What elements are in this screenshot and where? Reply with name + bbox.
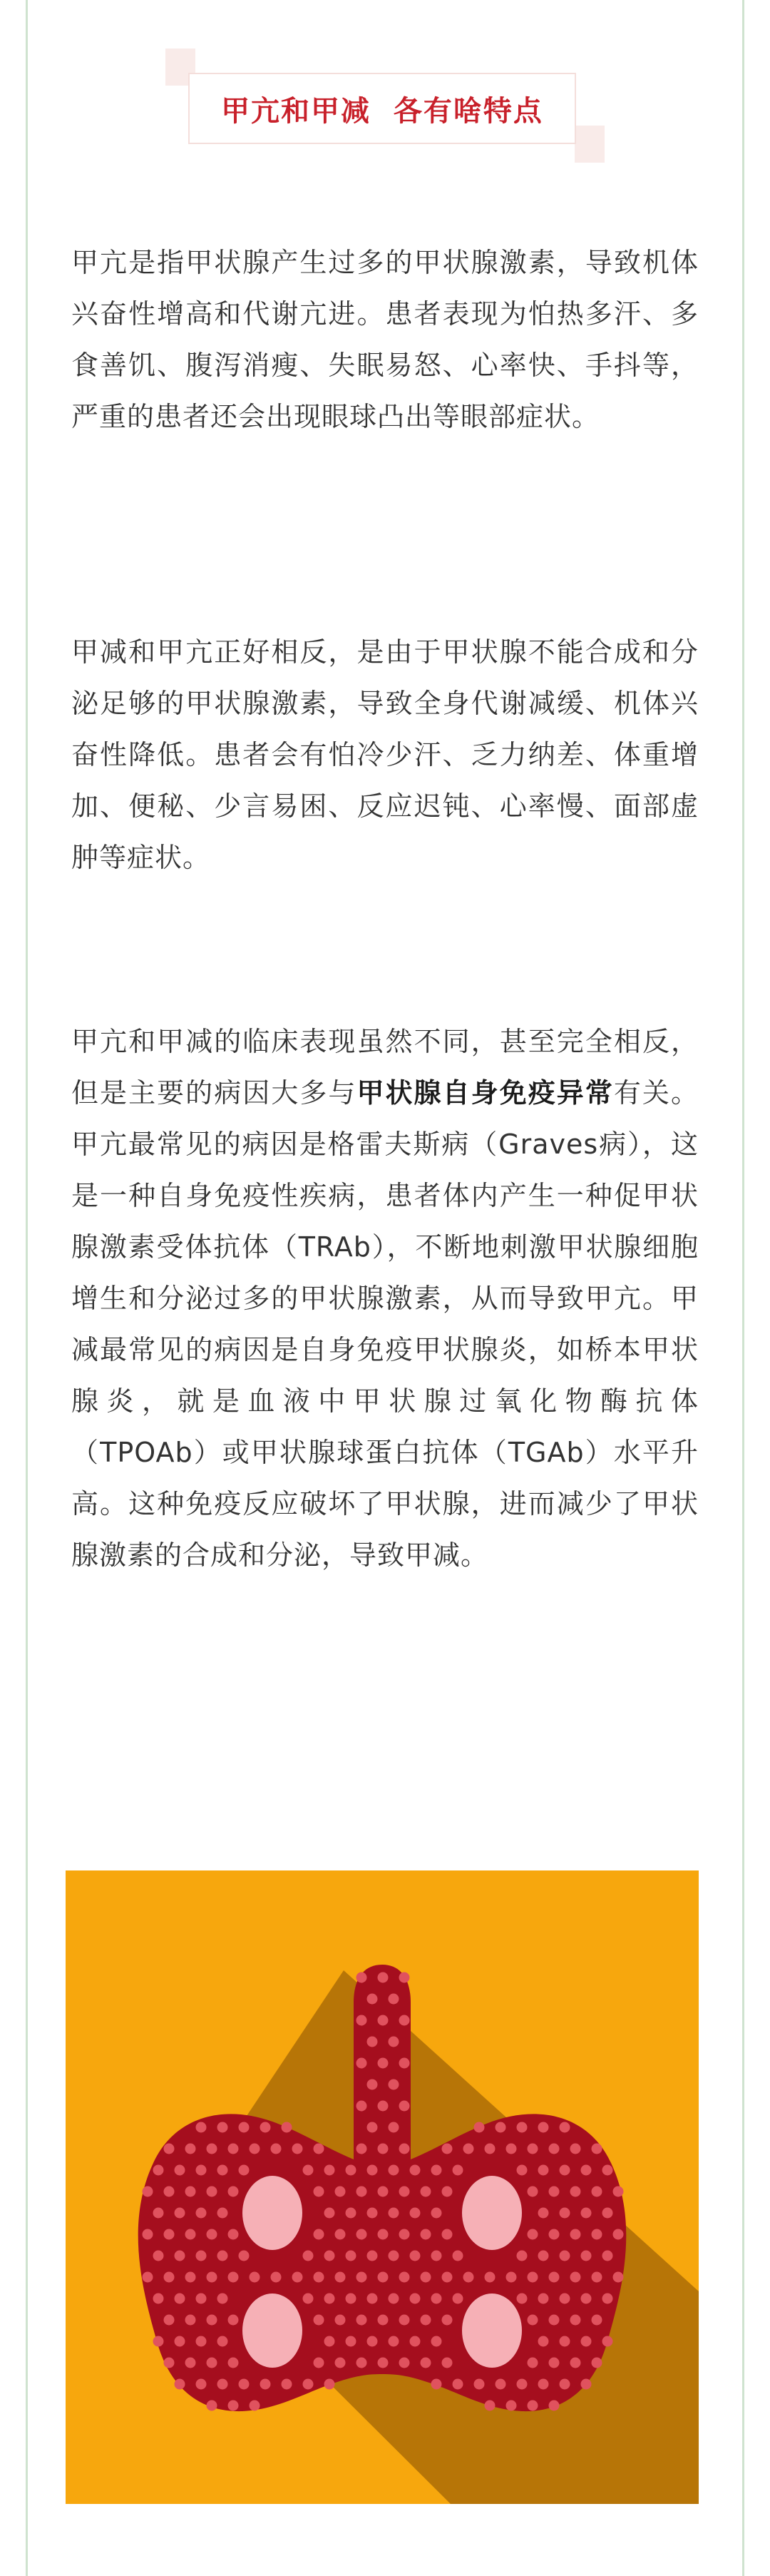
follicle-dot xyxy=(153,2336,164,2347)
follicle-dot xyxy=(389,2336,399,2347)
follicle-dot xyxy=(346,2336,356,2347)
follicle-dot xyxy=(431,2294,442,2304)
follicle-dot xyxy=(528,2401,538,2411)
follicle-dot xyxy=(335,2315,346,2326)
follicle-dot xyxy=(367,2165,378,2176)
follicle-dot xyxy=(496,2379,506,2390)
follicle-dot xyxy=(399,2186,410,2197)
paragraph-causes-text: 甲亢和甲减的临床表现虽然不同，甚至完全相反，但是主要的病因大多与 xyxy=(71,1026,699,1109)
follicle-dot xyxy=(442,2229,453,2240)
follicle-dot xyxy=(356,2358,367,2368)
follicle-dot xyxy=(389,2251,399,2261)
follicle-dot xyxy=(207,2186,217,2197)
follicle-dot xyxy=(324,2379,335,2390)
follicle-dot xyxy=(346,2251,356,2261)
follicle-dot xyxy=(367,2208,378,2219)
follicle-dot xyxy=(421,2272,431,2283)
follicle-dot xyxy=(410,2336,421,2347)
follicle-dot xyxy=(185,2272,196,2283)
follicle-dot xyxy=(549,2186,560,2197)
follicle-dot xyxy=(185,2144,196,2154)
follicle-dot xyxy=(153,2165,164,2176)
follicle-dot xyxy=(367,2122,378,2133)
follicle-dot xyxy=(602,2294,613,2304)
follicle-dot xyxy=(175,2165,185,2176)
follicle-dot xyxy=(239,2379,250,2390)
follicle-dot xyxy=(421,2315,431,2326)
follicle-dot xyxy=(421,2358,431,2368)
follicle-dot xyxy=(324,2294,335,2304)
follicle-dot xyxy=(389,1994,399,2005)
follicle-dot xyxy=(389,2165,399,2176)
follicle-dot xyxy=(335,2272,346,2283)
follicle-dot xyxy=(324,2336,335,2347)
follicle-dot xyxy=(367,2294,378,2304)
follicle-dot xyxy=(228,2229,239,2240)
follicle-dot xyxy=(207,2401,217,2411)
paragraph-hypothyroidism: 甲减和甲亢正好相反，是由于甲状腺不能合成和分泌足够的甲状腺激素，导致全身代谢减缓、机体兴奋性降低。患者会有怕冷少汗、乏力纳差、体重增加、便秘、少言易困、反应迟钝、心率慢、面部虚肿等症状。 xyxy=(71,636,699,873)
follicle-dot xyxy=(356,2058,367,2069)
follicle-dot xyxy=(314,2358,324,2368)
follicle-dot xyxy=(314,2186,324,2197)
follicle-dot xyxy=(196,2251,207,2261)
follicle-dot xyxy=(485,2401,496,2411)
follicle-dot xyxy=(250,2401,260,2411)
follicle-dot xyxy=(153,2251,164,2261)
follicle-dot xyxy=(453,2165,463,2176)
highlight-oval xyxy=(462,2294,522,2368)
article-title: 甲亢和甲减 各有啥特点 xyxy=(221,94,543,128)
follicle-dot xyxy=(581,2251,592,2261)
follicle-dot xyxy=(185,2358,196,2368)
follicle-dot xyxy=(549,2144,560,2154)
follicle-dot xyxy=(356,2015,367,2026)
follicle-dot xyxy=(517,2165,528,2176)
follicle-dot xyxy=(175,2294,185,2304)
follicle-dot xyxy=(410,2294,421,2304)
follicle-dot xyxy=(560,2294,570,2304)
follicle-dot xyxy=(570,2272,581,2283)
follicle-dot xyxy=(538,2336,549,2347)
follicle-dot xyxy=(442,2315,453,2326)
follicle-dot xyxy=(303,2294,314,2304)
follicle-dot xyxy=(367,1994,378,2005)
follicle-dot xyxy=(399,2358,410,2368)
follicle-dot xyxy=(528,2272,538,2283)
follicle-dot xyxy=(442,2272,453,2283)
follicle-dot xyxy=(517,2379,528,2390)
follicle-dot xyxy=(356,2101,367,2112)
follicle-dot xyxy=(346,2165,356,2176)
follicle-dot xyxy=(228,2144,239,2154)
follicle-dot xyxy=(378,2315,389,2326)
title-box xyxy=(188,73,576,144)
follicle-dot xyxy=(463,2272,474,2283)
follicle-dot xyxy=(421,2229,431,2240)
follicle-dot xyxy=(335,2186,346,2197)
follicle-dot xyxy=(592,2186,602,2197)
follicle-dot xyxy=(528,2144,538,2154)
title-frame xyxy=(165,49,605,163)
follicle-dot xyxy=(538,2251,549,2261)
follicle-dot xyxy=(517,2122,528,2133)
follicle-dot xyxy=(196,2208,207,2219)
follicle-dot xyxy=(207,2229,217,2240)
follicle-dot xyxy=(560,2165,570,2176)
follicle-dot xyxy=(367,2079,378,2090)
follicle-dot xyxy=(538,2379,549,2390)
follicle-dot xyxy=(442,2358,453,2368)
follicle-dot xyxy=(528,2315,538,2326)
follicle-dot xyxy=(378,1972,389,1983)
follicle-dot xyxy=(175,2208,185,2219)
follicle-dot xyxy=(517,2294,528,2304)
follicle-dot xyxy=(410,2251,421,2261)
follicle-dot xyxy=(282,2122,292,2133)
follicle-dot xyxy=(217,2294,228,2304)
follicle-dot xyxy=(613,2186,624,2197)
follicle-dot xyxy=(592,2272,602,2283)
follicle-dot xyxy=(538,2208,549,2219)
follicle-dot xyxy=(410,2208,421,2219)
follicle-dot xyxy=(528,2186,538,2197)
follicle-dot xyxy=(217,2165,228,2176)
follicle-dot xyxy=(324,2251,335,2261)
highlight-oval xyxy=(462,2176,522,2250)
follicle-dot xyxy=(581,2165,592,2176)
follicle-dot xyxy=(431,2379,442,2390)
follicle-dot xyxy=(303,2251,314,2261)
follicle-dot xyxy=(453,2251,463,2261)
follicle-dot xyxy=(602,2208,613,2219)
follicle-dot xyxy=(292,2144,303,2154)
follicle-dot xyxy=(164,2272,175,2283)
follicle-dot xyxy=(399,2315,410,2326)
follicle-dot xyxy=(143,2186,153,2197)
follicle-dot xyxy=(581,2336,592,2347)
follicle-dot xyxy=(207,2358,217,2368)
follicle-dot xyxy=(324,2208,335,2219)
follicle-dot xyxy=(314,2272,324,2283)
follicle-dot xyxy=(592,2144,602,2154)
follicle-dot xyxy=(602,2336,613,2347)
paragraph-causes xyxy=(71,1016,699,1581)
follicle-dot xyxy=(207,2144,217,2154)
right-border-line xyxy=(742,0,744,2576)
follicle-dot xyxy=(560,2208,570,2219)
follicle-dot xyxy=(185,2186,196,2197)
follicle-dot xyxy=(506,2401,517,2411)
follicle-dot xyxy=(549,2315,560,2326)
follicle-dot xyxy=(602,2251,613,2261)
follicle-dot xyxy=(474,2379,485,2390)
follicle-dot xyxy=(378,2358,389,2368)
follicle-dot xyxy=(346,2208,356,2219)
follicle-dot xyxy=(378,2015,389,2026)
follicle-dot xyxy=(474,2122,485,2133)
follicle-dot xyxy=(378,2272,389,2283)
follicle-dot xyxy=(207,2272,217,2283)
follicle-dot xyxy=(378,2058,389,2069)
paragraph-causes-emphasis: 甲状腺自身免疫异常 xyxy=(356,1077,614,1109)
follicle-dot xyxy=(356,2315,367,2326)
follicle-dot xyxy=(175,2251,185,2261)
follicle-dot xyxy=(399,2144,410,2154)
follicle-dot xyxy=(389,2208,399,2219)
follicle-dot xyxy=(250,2272,260,2283)
follicle-dot xyxy=(570,2186,581,2197)
follicle-dot xyxy=(378,2101,389,2112)
follicle-dot xyxy=(164,2186,175,2197)
follicle-dot xyxy=(463,2144,474,2154)
follicle-dot xyxy=(164,2229,175,2240)
follicle-dot xyxy=(538,2165,549,2176)
follicle-dot xyxy=(528,2358,538,2368)
follicle-dot xyxy=(217,2122,228,2133)
follicle-dot xyxy=(485,2272,496,2283)
follicle-dot xyxy=(367,2037,378,2047)
follicle-dot xyxy=(389,2122,399,2133)
follicle-dot xyxy=(175,2336,185,2347)
follicle-dot xyxy=(549,2401,560,2411)
follicle-dot xyxy=(356,1972,367,1983)
highlight-oval xyxy=(242,2294,302,2368)
follicle-dot xyxy=(260,2122,271,2133)
follicle-dot xyxy=(314,2144,324,2154)
follicle-dot xyxy=(399,2015,410,2026)
follicle-dot xyxy=(389,2294,399,2304)
follicle-dot xyxy=(570,2144,581,2154)
follicle-dot xyxy=(239,2165,250,2176)
follicle-dot xyxy=(399,2272,410,2283)
paragraph-hyperthyroidism: 甲亢是指甲状腺产生过多的甲状腺激素，导致机体兴奋性增高和代谢亢进。患者表现为怕热多汗、多食善饥、腹泻消瘦、失眠易怒、心率快、手抖等，严重的患者还会出现眼球凸出等眼部症状。 xyxy=(71,247,699,432)
follicle-dot xyxy=(196,2122,207,2133)
follicle-dot xyxy=(207,2315,217,2326)
follicle-dot xyxy=(367,2336,378,2347)
follicle-dot xyxy=(196,2379,207,2390)
follicle-dot xyxy=(389,2079,399,2090)
follicle-dot xyxy=(314,2229,324,2240)
follicle-dot xyxy=(356,2229,367,2240)
follicle-dot xyxy=(196,2294,207,2304)
follicle-dot xyxy=(496,2122,506,2133)
follicle-dot xyxy=(356,2272,367,2283)
follicle-dot xyxy=(538,2294,549,2304)
follicle-dot xyxy=(228,2186,239,2197)
follicle-dot xyxy=(292,2272,303,2283)
follicle-dot xyxy=(153,2294,164,2304)
follicle-dot xyxy=(175,2379,185,2390)
follicle-dot xyxy=(538,2122,549,2133)
follicle-dot xyxy=(485,2144,496,2154)
follicle-dot xyxy=(399,2101,410,2112)
paragraph-causes-text: 有关。甲亢最常见的病因是格雷夫斯病（Graves病），这是一种自身免疫性疾病，患者体内产生一种促甲状腺激素受体抗体（TRAb），不断地刺激甲状腺细胞增生和分泌过多的甲状腺激素，从而导致甲亢。甲减最常见的病因是自身免疫甲状腺炎，如桥本甲状腺炎，就是血液中甲状腺过氧化物酶抗体（TPOAb）或甲状腺球蛋白抗体（TGAb）水平升高。这种免疫反应破坏了甲状腺，进而减少了甲状腺激素的合成和分泌，导致甲减。 xyxy=(71,1077,699,1571)
follicle-dot xyxy=(592,2315,602,2326)
highlight-oval xyxy=(242,2176,302,2250)
follicle-dot xyxy=(560,2122,570,2133)
follicle-dot xyxy=(570,2315,581,2326)
follicle-dot xyxy=(153,2208,164,2219)
follicle-dot xyxy=(560,2251,570,2261)
follicle-dot xyxy=(431,2336,442,2347)
follicle-dot xyxy=(303,2379,314,2390)
follicle-dot xyxy=(528,2229,538,2240)
follicle-dot xyxy=(613,2272,624,2283)
follicle-dot xyxy=(314,2315,324,2326)
follicle-dot xyxy=(185,2315,196,2326)
follicle-dot xyxy=(217,2336,228,2347)
follicle-dot xyxy=(592,2229,602,2240)
follicle-dot xyxy=(560,2379,570,2390)
follicle-dot xyxy=(431,2165,442,2176)
follicle-dot xyxy=(378,2144,389,2154)
follicle-dot xyxy=(228,2358,239,2368)
follicle-dot xyxy=(399,1972,410,1983)
follicle-dot xyxy=(228,2272,239,2283)
follicle-dot xyxy=(367,2251,378,2261)
follicle-dot xyxy=(431,2208,442,2219)
thyroid-illustration xyxy=(66,1870,699,2504)
follicle-dot xyxy=(378,2229,389,2240)
follicle-dot xyxy=(506,2144,517,2154)
follicle-dot xyxy=(506,2272,517,2283)
follicle-dot xyxy=(356,2186,367,2197)
follicle-dot xyxy=(164,2315,175,2326)
follicle-dot xyxy=(399,2229,410,2240)
follicle-dot xyxy=(239,2251,250,2261)
follicle-dot xyxy=(592,2358,602,2368)
follicle-dot xyxy=(356,2144,367,2154)
left-border-line xyxy=(26,0,28,2576)
follicle-dot xyxy=(260,2379,271,2390)
follicle-dot xyxy=(581,2379,592,2390)
follicle-dot xyxy=(378,2186,389,2197)
follicle-dot xyxy=(549,2272,560,2283)
follicle-dot xyxy=(613,2229,624,2240)
follicle-dot xyxy=(239,2122,250,2133)
follicle-dot xyxy=(250,2144,260,2154)
follicle-dot xyxy=(421,2186,431,2197)
follicle-dot xyxy=(602,2165,613,2176)
follicle-dot xyxy=(335,2358,346,2368)
follicle-dot xyxy=(410,2165,421,2176)
follicle-dot xyxy=(217,2208,228,2219)
follicle-dot xyxy=(517,2251,528,2261)
follicle-dot xyxy=(346,2294,356,2304)
follicle-dot xyxy=(196,2336,207,2347)
thyroid-gland-icon xyxy=(66,1870,699,2504)
follicle-dot xyxy=(581,2294,592,2304)
follicle-dot xyxy=(217,2251,228,2261)
follicle-dot xyxy=(442,2144,453,2154)
follicle-dot xyxy=(164,2144,175,2154)
follicle-dot xyxy=(560,2336,570,2347)
follicle-dot xyxy=(324,2165,335,2176)
follicle-dot xyxy=(442,2186,453,2197)
follicle-dot xyxy=(570,2358,581,2368)
follicle-dot xyxy=(570,2229,581,2240)
follicle-dot xyxy=(453,2379,463,2390)
follicle-dot xyxy=(431,2251,442,2261)
follicle-dot xyxy=(453,2294,463,2304)
follicle-dot xyxy=(271,2272,282,2283)
follicle-dot xyxy=(549,2229,560,2240)
follicle-dot xyxy=(335,2229,346,2240)
follicle-dot xyxy=(196,2165,207,2176)
follicle-dot xyxy=(303,2165,314,2176)
follicle-dot xyxy=(581,2208,592,2219)
follicle-dot xyxy=(271,2144,282,2154)
follicle-dot xyxy=(399,2058,410,2069)
follicle-dot xyxy=(185,2229,196,2240)
follicle-dot xyxy=(164,2358,175,2368)
follicle-dot xyxy=(143,2272,153,2283)
follicle-dot xyxy=(143,2229,153,2240)
follicle-dot xyxy=(228,2315,239,2326)
follicle-dot xyxy=(217,2379,228,2390)
title-corner-decoration xyxy=(575,126,605,163)
follicle-dot xyxy=(549,2358,560,2368)
follicle-dot xyxy=(228,2401,239,2411)
follicle-dot xyxy=(389,2037,399,2047)
follicle-dot xyxy=(282,2379,292,2390)
